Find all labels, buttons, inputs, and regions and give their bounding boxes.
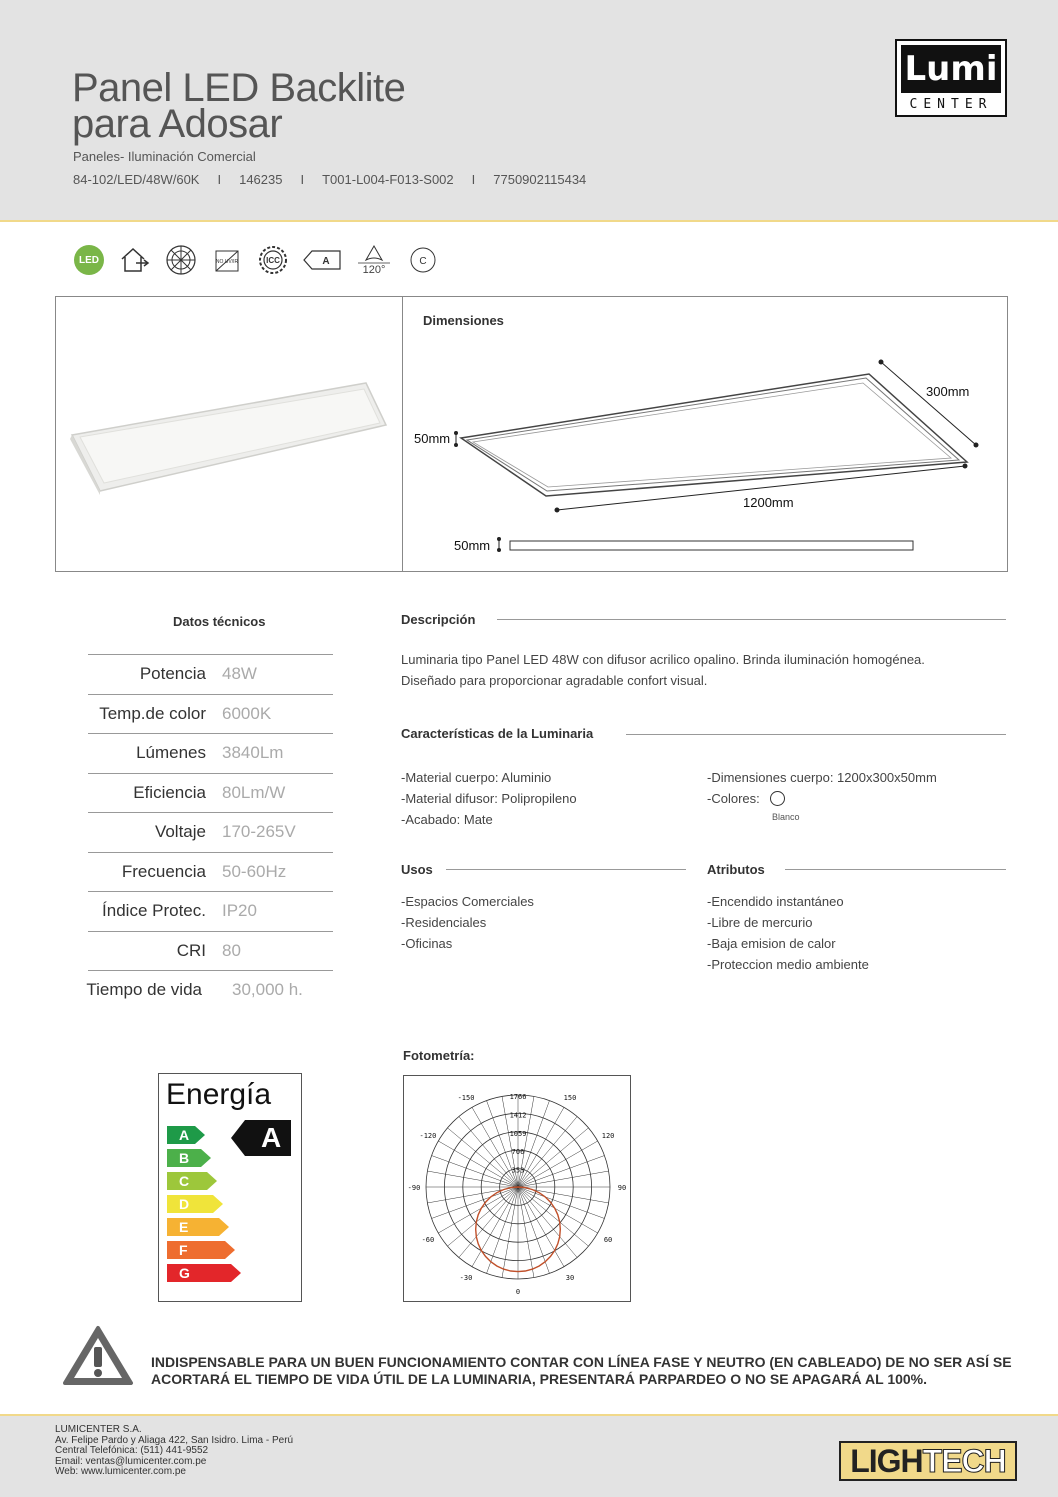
uso-item: -Residenciales bbox=[401, 915, 487, 930]
spec-row bbox=[88, 891, 333, 931]
product-title bbox=[72, 66, 406, 146]
product-code: 146235 bbox=[239, 172, 283, 187]
spec-row bbox=[88, 931, 333, 971]
caracteristicas-title: Características de la Luminaria bbox=[401, 726, 594, 741]
code-separator: I bbox=[217, 172, 222, 187]
warning-text bbox=[151, 1354, 1012, 1388]
energy-class-arrow: D bbox=[167, 1195, 213, 1213]
polar-angle-label: -150 bbox=[457, 1093, 475, 1102]
energy-class-arrow: B bbox=[167, 1149, 201, 1167]
polar-angle-label: -30 bbox=[459, 1274, 473, 1283]
caracteristicas-rule bbox=[626, 734, 1006, 735]
product-code: T001-L004-F013-S002 bbox=[322, 172, 454, 187]
polar-radial-label: 1766 bbox=[509, 1093, 527, 1101]
product-codes bbox=[73, 172, 586, 187]
energy-rating-badge: A bbox=[245, 1120, 291, 1156]
product-code: 84-102/LED/48W/60K bbox=[73, 172, 200, 187]
no-uv-icon bbox=[210, 243, 244, 277]
energy-title: Energía bbox=[166, 1078, 272, 1111]
descripcion-line: Luminaria tipo Panel LED 48W con difusor acrilico opalino. Brinda iluminación homogénea. bbox=[401, 652, 925, 667]
dim-length: 1200mm bbox=[743, 495, 794, 510]
beam-angle-label: 120° bbox=[362, 264, 386, 276]
spec-value: IP20 bbox=[222, 901, 257, 921]
spec-row bbox=[88, 812, 333, 852]
footer-address: Av. Felipe Pardo y Aliaga 422, San Isidro. Lima - Perú bbox=[55, 1434, 294, 1446]
dimensions-drawing bbox=[403, 350, 1003, 565]
lightech-logo-part2: TECH bbox=[922, 1442, 1006, 1479]
title-line-1: Panel LED Backlite bbox=[72, 66, 406, 110]
spec-label: Voltaje bbox=[154, 822, 206, 842]
spec-label: Eficiencia bbox=[133, 782, 206, 802]
polar-angle-label: 150 bbox=[563, 1093, 577, 1102]
spec-label: Potencia bbox=[139, 664, 206, 684]
beam-angle-icon bbox=[354, 243, 394, 277]
indoor-icon bbox=[118, 243, 152, 277]
led-icon: LED bbox=[72, 243, 106, 277]
usos-rule bbox=[446, 869, 686, 870]
logo-center: CENTER bbox=[909, 97, 993, 112]
code-separator: I bbox=[300, 172, 305, 187]
panel-photo bbox=[66, 377, 396, 497]
polar-angle-label: -90 bbox=[407, 1184, 421, 1192]
colores-label: -Colores: bbox=[707, 791, 760, 806]
spec-row bbox=[88, 694, 333, 734]
polar-plot bbox=[404, 1076, 630, 1301]
svg-text:ICC: ICC bbox=[266, 256, 280, 265]
polar-angle-label: 90 bbox=[617, 1184, 627, 1192]
dimmable-icon bbox=[164, 243, 198, 277]
atributo-item: -Libre de mercurio bbox=[707, 915, 813, 930]
svg-text:NO UV/IR: NO UV/IR bbox=[215, 259, 239, 265]
warning-icon bbox=[62, 1325, 134, 1387]
caracteristica-dims: -Dimensiones cuerpo: 1200x300x50mm bbox=[707, 770, 937, 785]
polar-radial-label: 1059 bbox=[509, 1129, 527, 1138]
spec-label: Tiempo de vida bbox=[86, 980, 202, 1000]
usos-title: Usos bbox=[401, 862, 441, 877]
dimensions-title: Dimensiones bbox=[423, 313, 504, 328]
spec-row bbox=[88, 733, 333, 773]
spec-label: Lúmenes bbox=[136, 743, 206, 763]
color-name: Blanco bbox=[772, 812, 800, 822]
polar-radial-label: 706 bbox=[511, 1148, 525, 1157]
atributo-item: -Baja emision de calor bbox=[707, 936, 836, 951]
colores-row bbox=[707, 788, 937, 809]
spec-row bbox=[88, 970, 333, 1010]
caracteristica-item: -Material cuerpo: Aluminio bbox=[401, 770, 552, 785]
caracteristicas-right bbox=[707, 767, 937, 809]
polar-angle-label: -120 bbox=[419, 1132, 437, 1140]
polar-angle-label: 0 bbox=[515, 1288, 521, 1296]
code-separator: I bbox=[471, 172, 476, 187]
spec-value: 48W bbox=[222, 664, 257, 684]
atributo-item: -Encendido instantáneo bbox=[707, 894, 844, 909]
spec-row bbox=[88, 773, 333, 813]
energy-class-icon bbox=[302, 243, 342, 277]
atributos-title: Atributos bbox=[707, 862, 773, 877]
uso-item: -Oficinas bbox=[401, 936, 453, 951]
warning-line: ACORTARÁ EL TIEMPO DE VIDA ÚTIL DE LA LUMINARIA, PRESENTARÁ PARPARDEO O NO SE APAGARÁ AL 100%. bbox=[151, 1371, 928, 1387]
energy-class-arrow: E bbox=[167, 1218, 219, 1236]
ce-icon bbox=[406, 243, 440, 277]
dim-height-side: 50mm bbox=[454, 538, 491, 553]
product-code: 7750902115434 bbox=[493, 172, 587, 187]
caracteristica-item: -Acabado: Mate bbox=[401, 812, 493, 827]
feature-icons-row bbox=[72, 242, 440, 278]
lightech-logo bbox=[839, 1441, 1017, 1481]
energy-class-arrow: G bbox=[167, 1264, 231, 1282]
caracteristica-item: -Material difusor: Polipropileno bbox=[401, 791, 577, 806]
atributos-rule bbox=[785, 869, 1006, 870]
lumicenter-logo bbox=[895, 39, 1007, 117]
spec-label: Temp.de color bbox=[99, 703, 206, 723]
photometric-diagram bbox=[403, 1075, 631, 1302]
spec-label: CRI bbox=[176, 940, 206, 960]
energy-class-arrow: C bbox=[167, 1172, 207, 1190]
spec-value: 3840Lm bbox=[222, 743, 284, 763]
spec-value: 6000K bbox=[222, 703, 272, 723]
uso-item: -Espacios Comerciales bbox=[401, 894, 534, 909]
footer-email[interactable]: Email: ventas@lumicenter.com.pe bbox=[55, 1455, 207, 1467]
spec-row bbox=[88, 852, 333, 892]
polar-angle-label: -60 bbox=[421, 1236, 435, 1244]
lightech-logo-part1: LIGH bbox=[850, 1442, 923, 1479]
spec-value: 80Lm/W bbox=[222, 782, 286, 802]
atributos-list bbox=[707, 891, 869, 975]
energy-class-arrow: A bbox=[167, 1126, 195, 1144]
icc-icon bbox=[256, 243, 290, 277]
warning-line: INDISPENSABLE PARA UN BUEN FUNCIONAMIENTO CONTAR CON LÍNEA FASE Y NEUTRO (EN CABLEADO) DE NO SER ASÍ SE bbox=[151, 1354, 1012, 1370]
polar-angle-label: 60 bbox=[603, 1236, 613, 1244]
title-line-2: para Adosar bbox=[72, 102, 283, 146]
spec-table bbox=[88, 654, 333, 1010]
footer-web[interactable]: Web: www.lumicenter.com.pe bbox=[55, 1466, 186, 1477]
spec-value: 80 bbox=[222, 940, 241, 960]
descripcion-line: Diseñado para proporcionar agradable confort visual. bbox=[401, 673, 708, 688]
descripcion-rule bbox=[497, 619, 1006, 620]
atributo-item: -Proteccion medio ambiente bbox=[707, 957, 869, 972]
spec-value: 30,000 h. bbox=[232, 980, 303, 1000]
polar-angle-label: 30 bbox=[565, 1274, 575, 1283]
energy-label bbox=[158, 1073, 302, 1302]
product-category: Paneles- Iluminación Comercial bbox=[73, 149, 256, 164]
spec-label: Índice Protec. bbox=[102, 901, 206, 921]
caracteristicas-left bbox=[401, 767, 577, 830]
logo-lumi: Lumi bbox=[901, 45, 1001, 93]
color-swatch bbox=[770, 791, 785, 806]
polar-radial-label: 1412 bbox=[509, 1111, 527, 1120]
spec-row bbox=[88, 654, 333, 694]
spec-value: 50-60Hz bbox=[222, 861, 287, 881]
spec-label: Frecuencia bbox=[121, 861, 206, 881]
descripcion-title: Descripción bbox=[401, 612, 487, 627]
polar-angle-label: 120 bbox=[601, 1132, 615, 1140]
dim-height-top: 50mm bbox=[414, 431, 451, 446]
descripcion-text bbox=[401, 649, 1001, 691]
polar-radial-label: 353 bbox=[511, 1166, 525, 1175]
footer-phone: Central Telefónica: (511) 441-9552 bbox=[55, 1445, 209, 1456]
energy-class-arrow: F bbox=[167, 1241, 225, 1259]
fotometria-title: Fotometría: bbox=[403, 1048, 475, 1063]
datos-tecnicos-title: Datos técnicos bbox=[173, 614, 266, 629]
footer-company: LUMICENTER S.A. bbox=[55, 1424, 142, 1435]
svg-text:A: A bbox=[322, 256, 330, 267]
spec-value: 170-265V bbox=[222, 822, 296, 842]
dim-depth: 300mm bbox=[926, 384, 970, 399]
footer-contact bbox=[55, 1425, 293, 1478]
svg-text:C: C bbox=[419, 256, 427, 267]
usos-list bbox=[401, 891, 534, 954]
